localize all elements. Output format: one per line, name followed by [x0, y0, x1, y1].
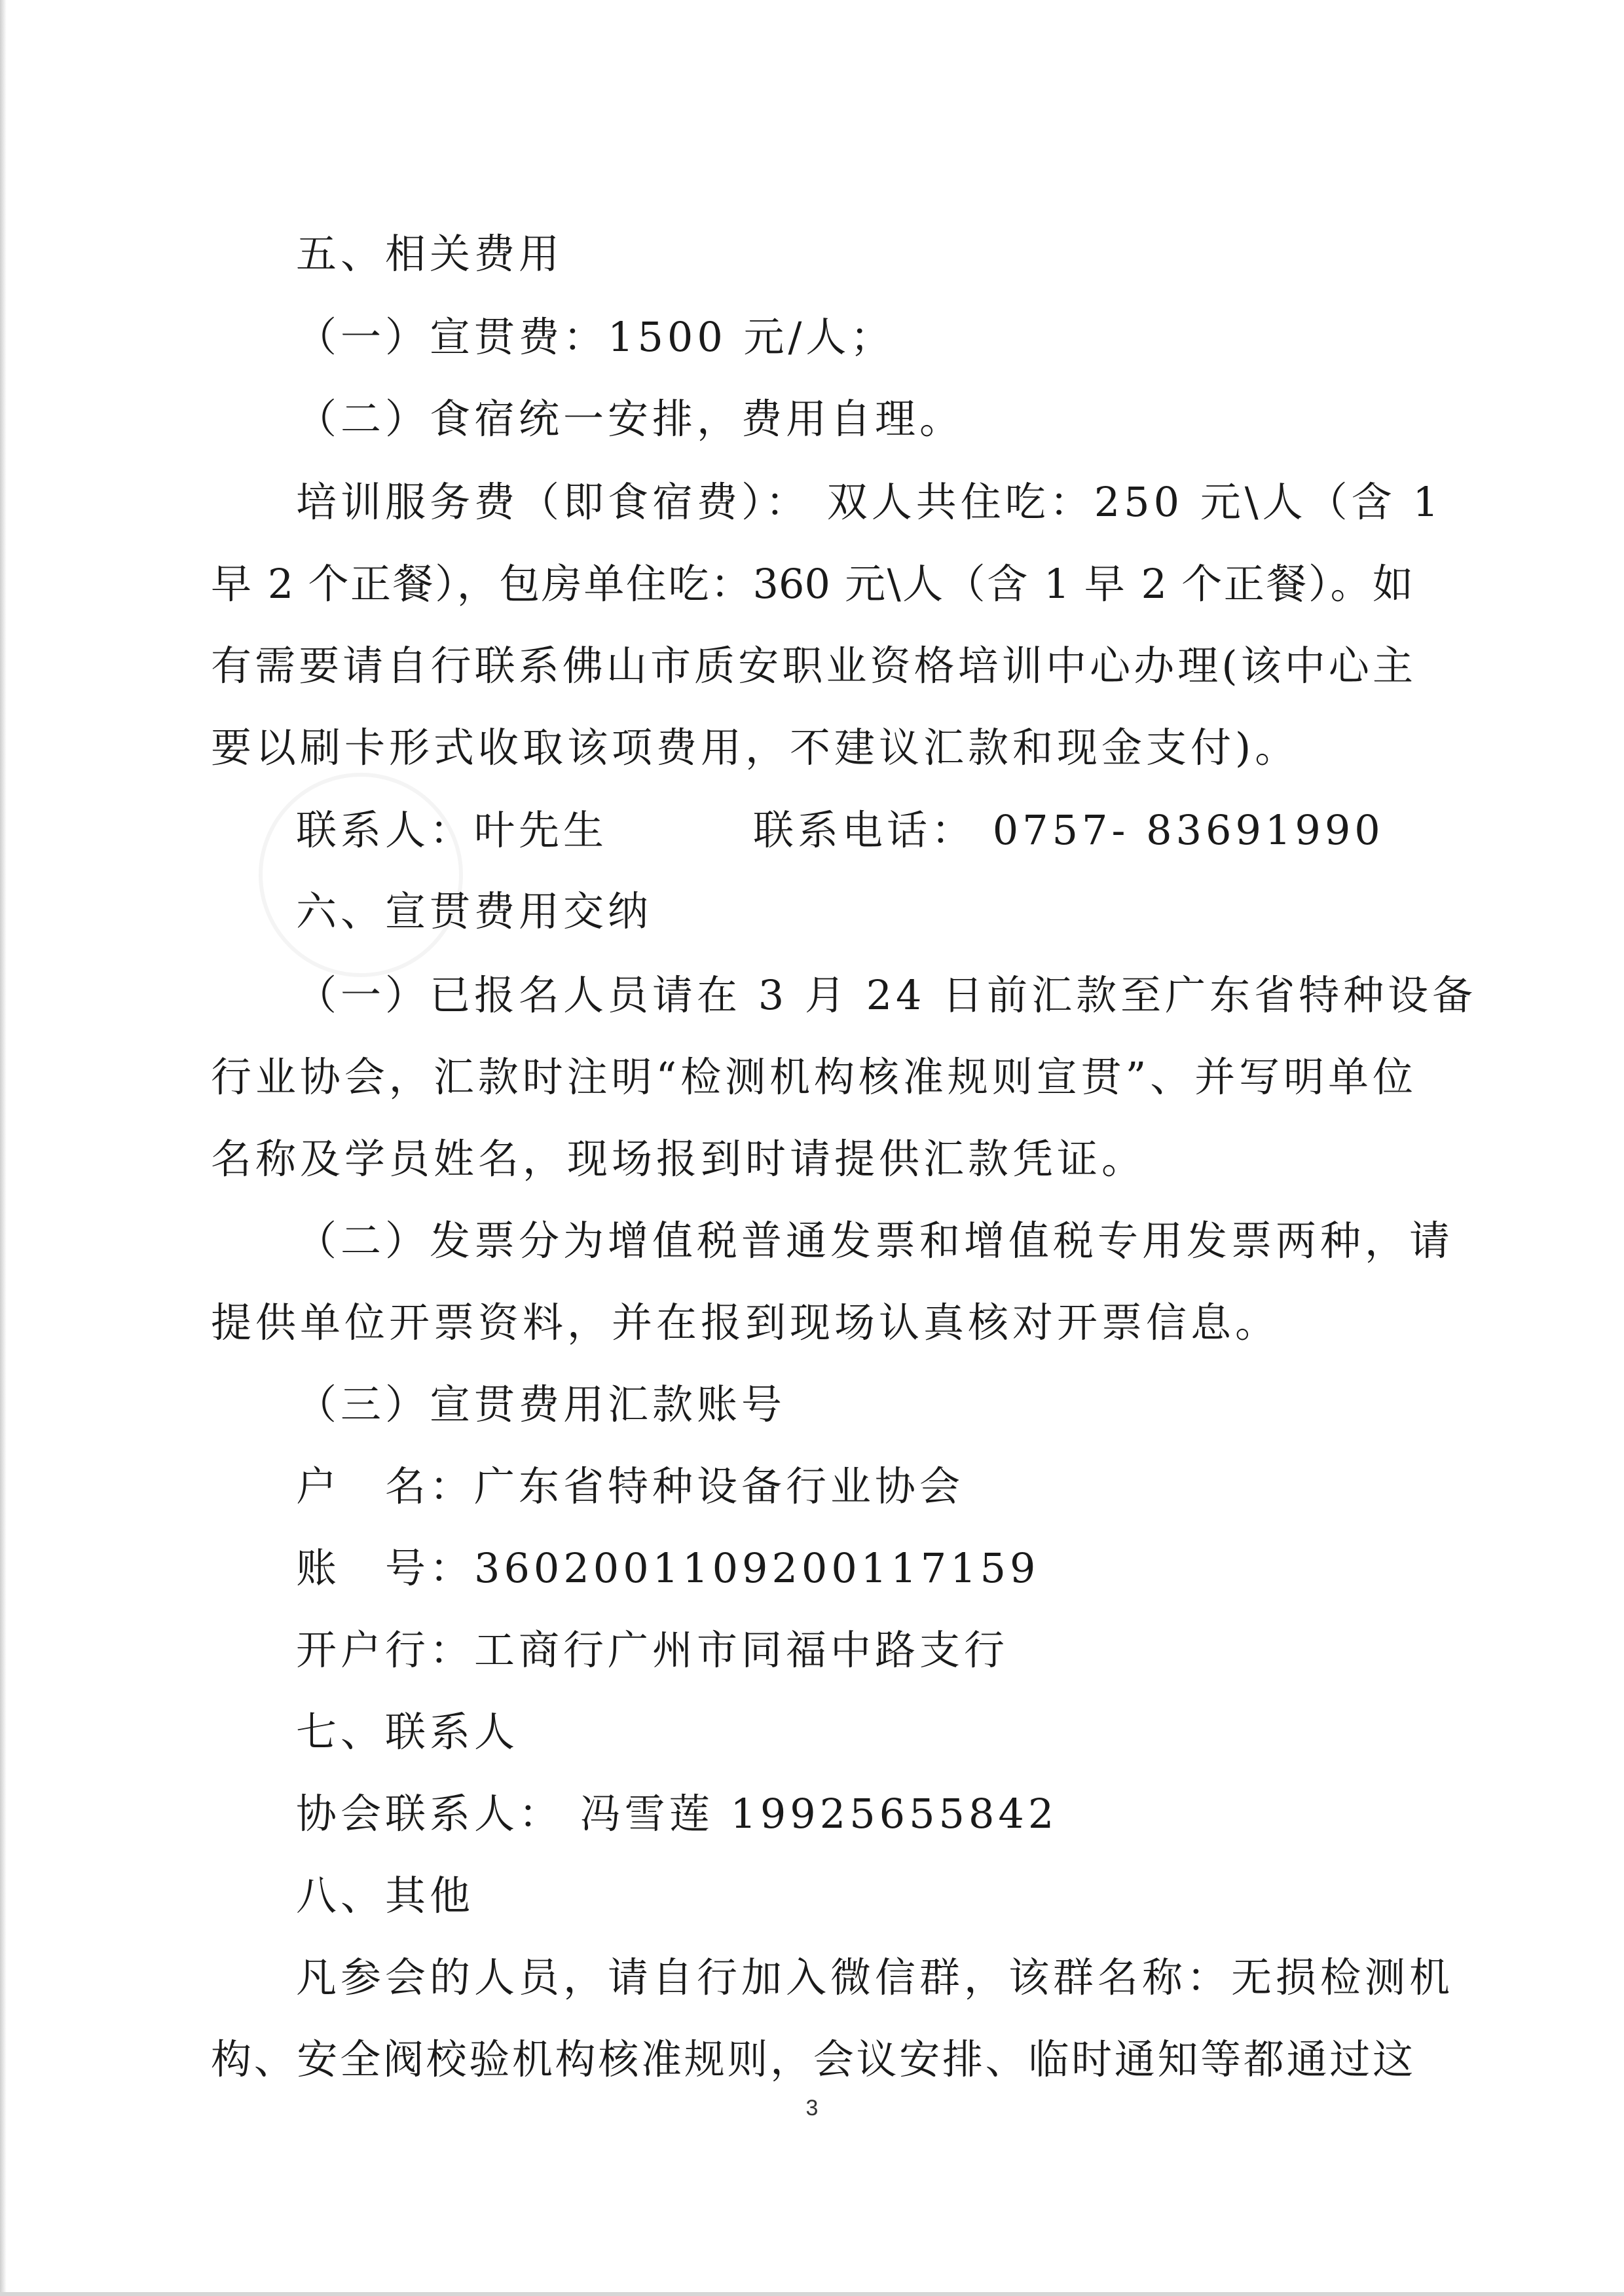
paragraph-line: 提供单位开票资料，并在报到现场认真核对开票信息。	[211, 1299, 1280, 1346]
faint-stamp-mark	[259, 773, 463, 977]
section-6-heading: 六、宣贯费用交纳	[296, 887, 653, 935]
paragraph-line: 行业协会，汇款时注明“检测机构核准规则宣贯”、并写明单位	[211, 1053, 1413, 1101]
scan-edge-bottom	[0, 2292, 1624, 2296]
paragraph-line: 培训服务费（即食宿费）： 双人共住吃：250 元\人（含 1	[296, 478, 1443, 526]
section-7-heading: 七、联系人	[296, 1708, 519, 1756]
scan-edge-left	[0, 0, 7, 2296]
account-heading: （三）宣贯费用汇款账号	[296, 1380, 786, 1428]
contact-phone: 联系电话： 0757- 83691990	[753, 806, 1384, 854]
contact-person: 联系人：叶先生	[296, 806, 608, 854]
paragraph-line: 凡参会的人员，请自行加入微信群，该群名称：无损检测机	[296, 1953, 1454, 2001]
paragraph-line: 名称及学员姓名，现场报到时请提供汇款凭证。	[211, 1135, 1147, 1183]
paragraph-line: 早 2 个正餐），包房单住吃：360 元\人（含 1 早 2 个正餐）。如	[211, 560, 1413, 608]
paragraph-line: （二）发票分为增值税普通发票和增值税专用发票两种，请	[296, 1217, 1454, 1265]
fee-item-2: （二）食宿统一安排，费用自理。	[296, 395, 965, 443]
page-number: 3	[805, 2096, 819, 2120]
paragraph-line: 构、安全阀校验机构核准规则，会议安排、临时通知等都通过这	[211, 2035, 1413, 2083]
fee-item-1: （一）宣贯费：1500 元/人；	[296, 313, 895, 361]
section-8-heading: 八、其他	[296, 1872, 475, 1919]
association-contact: 协会联系人： 冯雪莲 19925655842	[296, 1790, 1058, 1838]
paragraph-line: 有需要请自行联系佛山市质安职业资格培训中心办理(该中心主	[211, 642, 1413, 690]
account-name: 户 名：广东省特种设备行业协会	[296, 1462, 965, 1510]
paragraph-line: 要以刷卡形式收取该项费用，不建议汇款和现金支付)。	[211, 724, 1300, 771]
paragraph-line: （一）已报名人员请在 3 月 24 日前汇款至广东省特种设备	[296, 971, 1477, 1019]
account-bank: 开户行：工商行广州市同福中路支行	[296, 1626, 1009, 1674]
section-5-heading: 五、相关费用	[296, 230, 564, 278]
account-number: 账 号：3602001109200117159	[296, 1544, 1040, 1592]
